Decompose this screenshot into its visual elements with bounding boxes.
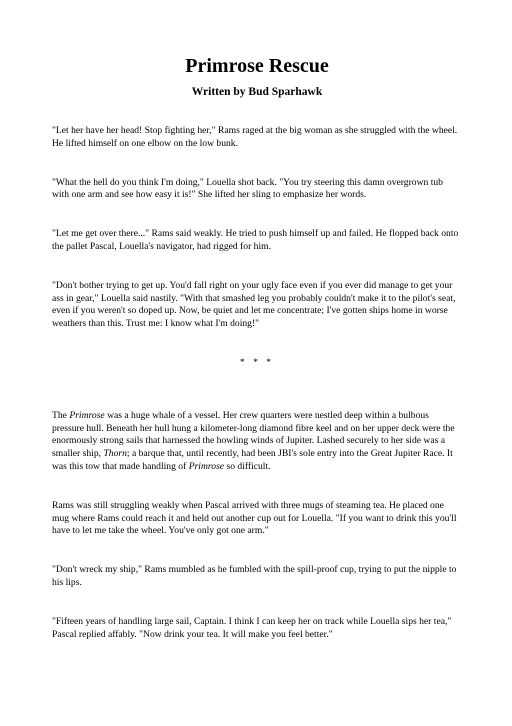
paragraph-8: "Fifteen years of handling large sail, Captain. I think I can keep her on track while Louella sips her tea," Pascal replied affably. "Now drink your tea. It will make you feel better."	[52, 615, 452, 640]
paragraph-3: "Let me get over there..." Rams said weakly. He tried to push himself up and failed. He flopped back onto the pallet Pascal, Louella's navigator, had rigged for him.	[52, 228, 459, 252]
paragraph-2: "What the hell do you think I'm doing," Louella shot back. "You try steering this damn overgrown tub with one arm and see how easy it is!" She lifted her sling to emphasize her words.	[52, 176, 443, 201]
document-title: Primrose Rescue	[185, 55, 329, 77]
paragraph-6: Rams was still struggling weakly when Pascal arrived with three mugs of steaming tea. He placed one mug where Rams could reach it and held out another cup out for Louella. "If you want to drink this you'll have to let me take the wheel. You've only got one arm."	[52, 499, 457, 537]
paragraph-1: "Let her have her head! Stop fighting her," Rams raged at the big woman as she struggled with the wheel. He lifted himself on one elbow on the low bunk.	[52, 125, 458, 149]
paragraph-5-part-1: The	[52, 409, 70, 421]
paragraph-5-part-3: was a huge whale of a vessel. Her crew quarters were nestled deep within a bulbous pressure hull. Beneath her hull hung a kilometer-long diamond fibre keel and on her upper deck were the enormously strong sails that harnessed the howling winds of Jupiter. Lashed securely to her side was a smaller ship,	[52, 409, 455, 460]
paragraph-5-part-5: ; a barque that, until recently, had been JBI's sole entry into the Great Jupiter Race. It was this tow that made handling of	[52, 448, 453, 472]
paragraph-7: "Don't wreck my ship," Rams mumbled as he fumbled with the spill-proof cup, trying to put the nipple to his lips.	[52, 564, 457, 588]
paragraph-5	[52, 410, 462, 474]
ship-name-primrose-2: Primrose	[188, 460, 225, 472]
paragraph-5-part-7: so difficult.	[224, 460, 271, 472]
ship-name-primrose: Primrose	[69, 409, 105, 421]
ship-name-thorn: Thorn	[103, 448, 127, 460]
document-byline: Written by Bud Sparhawk	[191, 86, 323, 98]
section-separator: * * *	[239, 356, 275, 368]
paragraph-4: "Don't bother trying to get up. You'd fall right on your ugly face even if you ever did manage to get your ass in gear," Louella said nastily. "With that smashed leg you probably couldn't make it to the pilot's seat, even if you weren't so doped up. Now, be quiet and let me concentrate; I've gotten ships home in worse weathers than this. Trust me: I know what I'm doing!"	[52, 279, 456, 330]
